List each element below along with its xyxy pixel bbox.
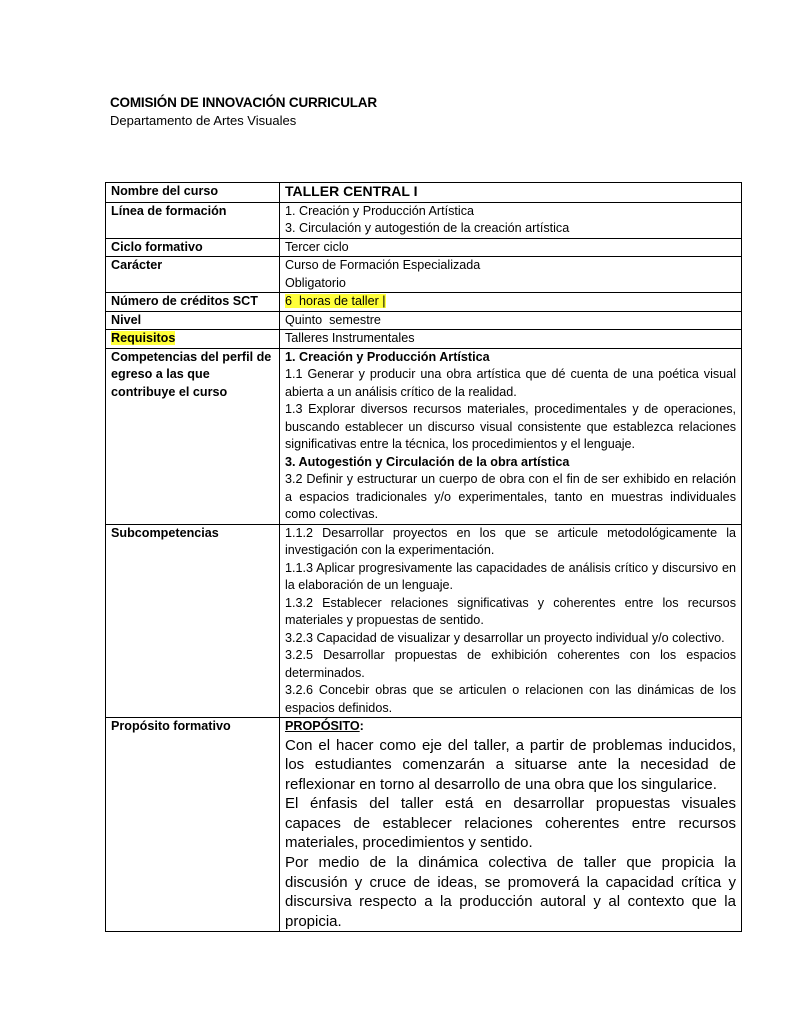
linea-item: 3. Circulación y autogestión de la creación artística: [285, 221, 570, 235]
value-proposito: PROPÓSITO: Con el hacer como eje del taller, a partir de problemas inducidos, los estudiantes comenzarán a situarse ante la necesidad de reflexionar en torno al desarrollo de una obra que los singularice. El énfasis del taller está en desarrollar propuestas visuales capaces de establecer relaciones coherentes entre recursos materiales, procedimientos y sentido. Por medio de la dinámica colectiva de taller que propicia la discusión y cruce de ideas, se promoverá la capacidad crítica y discursiva respecto a la producción autoral y al contexto que la propicia.: [280, 718, 742, 932]
row-proposito: [106, 718, 742, 932]
subcompetencia-item: 1.3.2 Establecer relaciones significativas y coherentes entre los recursos materiales y propuestas de sentido.: [285, 595, 736, 627]
value-nombre: TALLER CENTRAL I: [280, 183, 742, 203]
row-caracter: [106, 257, 742, 293]
value-linea: [280, 202, 742, 238]
proposito-paragraph: Con el hacer como eje del taller, a partir de problemas inducidos, los estudiantes comenzarán a situarse ante la necesidad de reflexionar en torno al desarrollo de una obra que los singularice.: [285, 736, 736, 793]
linea-item: 1. Creación y Producción Artística: [285, 203, 474, 218]
value-ciclo: Tercer ciclo: [280, 238, 742, 257]
label-proposito: Propósito formativo: [106, 718, 280, 932]
value-competencias: [280, 348, 742, 524]
label-competencias: Competencias del perfil de egreso a las que contribuye el curso: [106, 348, 280, 524]
row-ciclo: [106, 238, 742, 257]
proposito-paragraph: El énfasis del taller está en desarrollar propuestas visuales capaces de establecer relaciones coherentes entre recursos materiales, procedimientos y sentido.: [285, 795, 736, 852]
row-creditos: [106, 293, 742, 312]
row-requisitos: [106, 330, 742, 349]
competencia-text: 3.2 Definir y estructurar un cuerpo de obra con el fin de ser exhibido en relación a espacios tradicionales y/o experimentales, tanto en muestras individuales como colectivas.: [285, 472, 736, 521]
course-table: [105, 182, 742, 932]
subcompetencia-item: 1.1.3 Aplicar progresivamente las capacidades de análisis crítico y discursivo en la elaboración de un lenguaje.: [285, 560, 736, 592]
label-requisitos: Requisitos: [106, 330, 280, 349]
row-nivel: [106, 311, 742, 330]
caracter-item: Obligatorio: [285, 275, 346, 290]
subcompetencia-item: 3.2.6 Concebir obras que se articulen o relacionen con las dinámicas de los espacios definidos.: [285, 683, 736, 715]
label-nivel: Nivel: [106, 311, 280, 330]
subcompetencia-item: 1.1.2 Desarrollar proyectos en los que se articule metodológicamente la investigación con la experimentación.: [285, 525, 736, 557]
caracter-item: Curso de Formación Especializada: [285, 258, 481, 272]
value-caracter: [280, 257, 742, 293]
row-nombre: [106, 183, 742, 203]
row-subcompetencias: [106, 524, 742, 718]
row-competencias: [106, 348, 742, 524]
label-caracter: Carácter: [106, 257, 280, 293]
label-linea: Línea de formación: [106, 202, 280, 238]
competencia-text: 1.1 Generar y producir una obra artística que dé cuenta de una poética visual abierta a un análisis crítico de la realidad.: [285, 367, 736, 399]
value-requisitos: Talleres Instrumentales: [280, 330, 742, 349]
value-creditos: 6 horas de taller |: [280, 293, 742, 312]
label-nombre: Nombre del curso: [106, 183, 280, 203]
label-subcompetencias: Subcompetencias: [106, 524, 280, 718]
row-linea: [106, 202, 742, 238]
subcompetencia-item: 3.2.5 Desarrollar propuestas de exhibición coherentes con los espacios determinados.: [285, 648, 736, 680]
subcompetencia-item: 3.2.3 Capacidad de visualizar y desarrollar un proyecto individual y/o colectivo.: [285, 630, 725, 645]
proposito-heading: PROPÓSITO: [285, 719, 360, 733]
competencia-heading: 3. Autogestión y Circulación de la obra artística: [285, 454, 570, 469]
commission-title: COMISIÓN DE INNOVACIÓN CURRICULAR: [110, 95, 377, 110]
document-header: [110, 94, 377, 129]
department-subtitle: Departamento de Artes Visuales: [110, 113, 297, 128]
label-ciclo: Ciclo formativo: [106, 238, 280, 257]
competencia-heading: 1. Creación y Producción Artística: [285, 349, 490, 364]
competencia-text: 1.3 Explorar diversos recursos materiales, procedimentales y de operaciones, buscando establecer un discurso visual consistente que establezca relaciones significativas entre la técnica, los procedimientos y el lenguaje.: [285, 402, 736, 451]
value-nivel: Quinto semestre: [280, 311, 742, 330]
proposito-paragraph: Por medio de la dinámica colectiva de taller que propicia la discusión y cruce de ideas, se promoverá la capacidad crítica y discursiva respecto a la producción autoral y al contexto que la propicia.: [285, 854, 736, 930]
label-creditos: Número de créditos SCT: [106, 293, 280, 312]
value-subcompetencias: [280, 524, 742, 718]
